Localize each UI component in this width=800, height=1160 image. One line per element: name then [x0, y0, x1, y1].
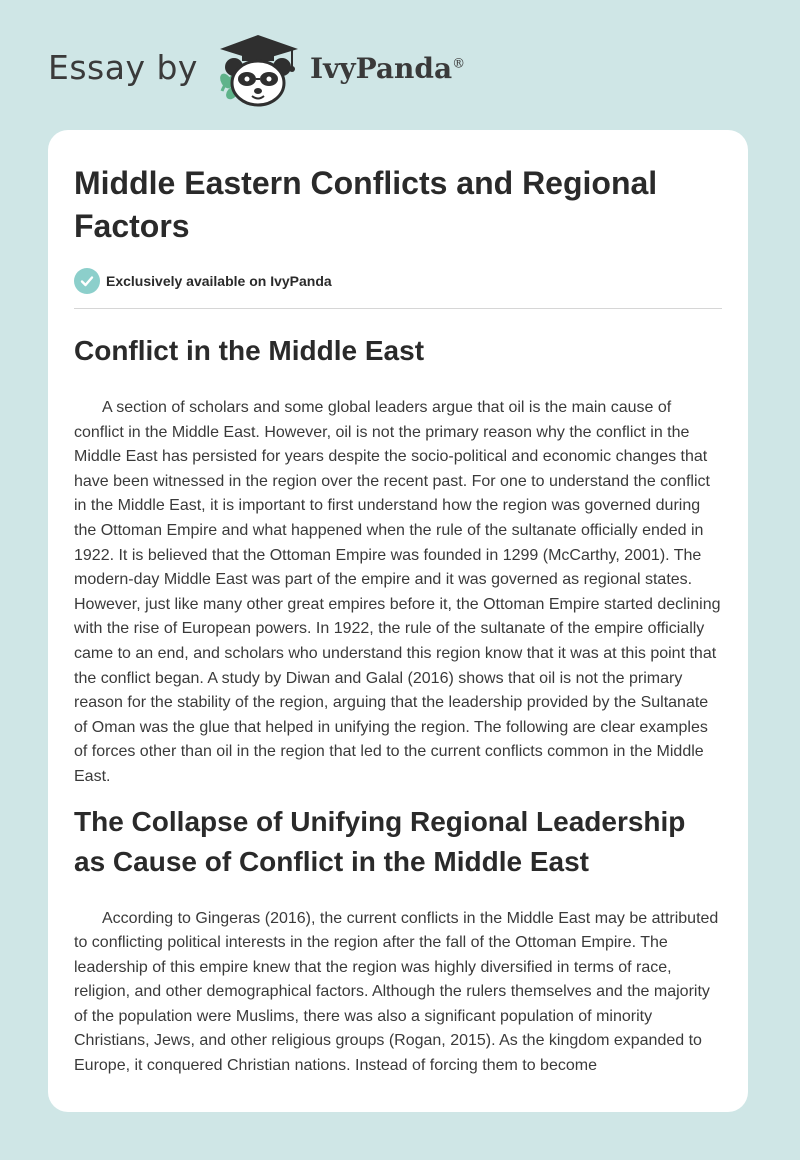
checkmark-icon: [74, 268, 100, 294]
section-heading: The Collapse of Unifying Regional Leadership as Cause of Conflict in the Middle East: [74, 805, 686, 877]
section-paragraph: According to Gingeras (2016), the current conflicts in the Middle East may be attributed to conflicting political interests in the region after the fall of the Ottoman Empire. The leadership of this empire knew that the region was highly diversified in terms of race, religion, and other demographical factors. Although the rulers themselves and the majority of the population were Muslims, there was also a significant population of minority Christians, Jews, and other religious groups (Rogan, 2015). As the kingdom expanded to Europe, it conquered Christian nations. Instead of forcing them to become: [74, 909, 719, 1075]
brand-name[interactable]: [310, 52, 465, 85]
page-title: Middle Eastern Conflicts and Regional Factors: [74, 165, 658, 244]
section-heading: Conflict in the Middle East: [74, 335, 425, 366]
site-header: [48, 30, 465, 110]
section-paragraph: A section of scholars and some global leaders argue that oil is the main cause of conflict in the Middle East. However, oil is not the primary reason why the conflict in the Middle East has persisted for years despite the socio-political and economic changes that have been witnessed in the region over the recent past. For one to understand the conflict in the Middle East, it is important to first understand how the region was governed during the Ottoman Empire and what happened when the rule of the sultanate officially ended in 1922. It is believed that the Ottoman Empire was founded in 1299 (McCarthy, 2001). The modern-day Middle East was part of the empire and it was governed as regional states. However, just like many other great empires before it, the Ottoman Empire started declining with the rise of European powers. In 1922, the rule of the sultanate of the empire officially came to an end, and scholars who understand this region know that it was at this point that the conflict began. A study by Diwan and Galal (2016) shows that oil is not the primary reason for the stability of the region, arguing that the leadership provided by the Sultanate of Oman was the glue that helped in unifying the region. The following are clear examples of forces other than oil in the region that led to the current conflicts common in the Middle East.: [74, 399, 721, 785]
panda-logo-icon[interactable]: [212, 31, 304, 109]
brand-name-text: IvyPanda: [309, 51, 453, 85]
brand-prefix: Essay by: [48, 47, 198, 87]
divider: [74, 308, 722, 309]
exclusive-label: Exclusively available on IvyPanda: [106, 273, 332, 289]
registered-mark: ®: [452, 56, 466, 72]
essay-card: [48, 130, 748, 1112]
exclusive-badge: [74, 266, 722, 296]
